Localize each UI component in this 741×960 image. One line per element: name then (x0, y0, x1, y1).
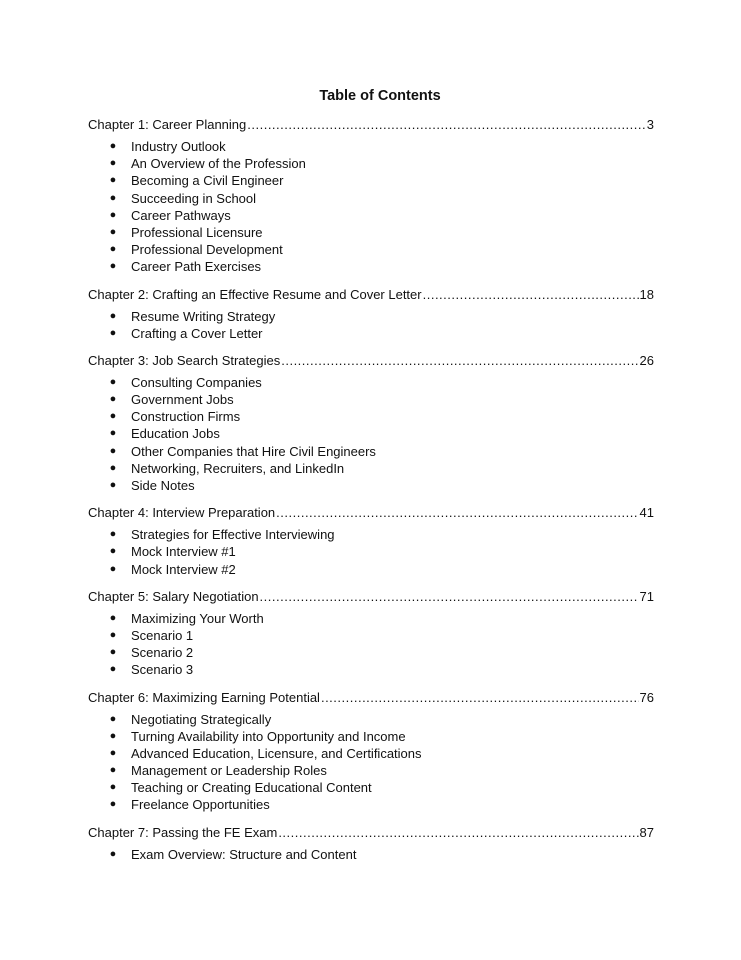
section-item (88, 728, 654, 745)
section-list (88, 138, 654, 276)
bullet-icon: ● (109, 562, 117, 575)
section-item (88, 661, 654, 678)
section-item (88, 308, 654, 325)
chapter-3 (88, 351, 654, 494)
chapter-title: Chapter 7: Passing the FE Exam (88, 824, 278, 840)
bullet-icon: ● (109, 157, 117, 170)
section-list (88, 610, 654, 679)
chapter-entry[interactable] (88, 351, 654, 371)
section-list (88, 374, 654, 494)
section-label: Negotiating Strategically (131, 711, 272, 727)
bullet-icon: ● (109, 764, 117, 777)
chapter-4 (88, 503, 654, 578)
chapter-2 (88, 285, 654, 342)
section-label: Scenario 1 (131, 627, 194, 643)
section-item (88, 627, 654, 644)
section-item (88, 644, 654, 661)
bullet-icon: ● (109, 309, 117, 322)
dot-leader (260, 587, 639, 607)
chapter-title: Chapter 1: Career Planning (88, 117, 247, 132)
section-item (88, 477, 654, 494)
section-label: Side Notes (131, 478, 195, 493)
chapter-entry[interactable] (88, 285, 654, 305)
chapter-5 (88, 587, 654, 679)
section-list (88, 846, 654, 863)
chapter-entry[interactable] (88, 587, 654, 607)
bullet-icon: ● (109, 225, 117, 238)
section-label: Succeeding in School (131, 190, 257, 206)
section-item (88, 443, 654, 460)
dot-leader (276, 503, 638, 523)
chapter-page-number: 87 (639, 824, 654, 840)
section-item (88, 241, 654, 258)
section-label: Turning Availability into Opportunity and Income (131, 728, 406, 744)
bullet-icon: ● (109, 847, 117, 860)
bullet-icon: ● (109, 444, 117, 457)
chapter-page-number: 26 (639, 352, 654, 368)
section-label: Professional Licensure (131, 224, 263, 240)
section-label: Networking, Recruiters, and LinkedIn (131, 460, 345, 476)
section-label: Teaching or Creating Educational Content (131, 780, 372, 796)
section-label: Industry Outlook (131, 139, 226, 154)
bullet-icon: ● (109, 191, 117, 204)
section-label: Construction Firms (131, 409, 241, 425)
section-label: Crafting a Cover Letter (131, 325, 263, 341)
bullet-icon: ● (109, 174, 117, 187)
section-item (88, 258, 654, 275)
section-item (88, 779, 654, 796)
section-label: Management or Leadership Roles (131, 763, 327, 779)
section-item (88, 190, 654, 207)
section-label: Education Jobs (131, 426, 220, 442)
section-item (88, 391, 654, 408)
section-label: Mock Interview #2 (131, 561, 236, 577)
bullet-icon: ● (109, 611, 117, 624)
bullet-icon: ● (109, 208, 117, 221)
section-item (88, 408, 654, 425)
section-label: Maximizing Your Worth (131, 610, 264, 626)
chapter-entry[interactable] (88, 503, 654, 523)
section-label: Strategies for Effective Interviewing (131, 527, 335, 543)
chapter-1 (88, 115, 654, 276)
section-label: Consulting Companies (131, 374, 262, 390)
section-item (88, 846, 654, 863)
bullet-icon: ● (109, 746, 117, 759)
document-page (88, 86, 654, 872)
bullet-icon: ● (109, 326, 117, 339)
section-label: Freelance Opportunities (131, 797, 270, 813)
section-label: Resume Writing Strategy (131, 308, 276, 324)
bullet-icon: ● (109, 375, 117, 388)
bullet-icon: ● (109, 140, 117, 152)
dot-leader (247, 115, 646, 135)
chapter-page-number: 41 (639, 505, 654, 521)
bullet-icon: ● (109, 260, 117, 273)
section-label: Career Pathways (131, 207, 231, 223)
chapter-page-number: 76 (639, 689, 654, 705)
bullet-icon: ● (109, 781, 117, 794)
section-list (88, 308, 654, 342)
section-item (88, 374, 654, 391)
section-list (88, 711, 654, 814)
chapter-page-number: 71 (639, 588, 654, 604)
bullet-icon: ● (109, 410, 117, 423)
bullet-icon: ● (109, 729, 117, 742)
toc-title: Table of Contents (319, 88, 441, 104)
chapter-list (88, 115, 654, 863)
chapter-7 (88, 823, 654, 863)
chapter-title: Chapter 2: Crafting an Effective Resume and Cover Letter (88, 286, 422, 302)
section-item (88, 711, 654, 728)
section-list (88, 526, 654, 578)
dot-leader (321, 688, 639, 708)
bullet-icon: ● (109, 479, 117, 491)
chapter-title: Chapter 5: Salary Negotiation (88, 588, 259, 604)
section-item (88, 172, 654, 189)
section-label: Exam Overview: Structure and Content (131, 846, 357, 862)
section-label: Advanced Education, Licensure, and Certifications (131, 745, 422, 761)
bullet-icon: ● (109, 427, 117, 440)
bullet-icon: ● (109, 712, 117, 725)
section-label: Scenario 2 (131, 645, 194, 661)
chapter-title: Chapter 6: Maximizing Earning Potential (88, 689, 320, 705)
section-label: Other Companies that Hire Civil Engineers (131, 443, 376, 459)
bullet-icon: ● (109, 528, 117, 541)
section-item (88, 155, 654, 172)
dot-leader (423, 285, 639, 305)
chapter-entry[interactable] (88, 823, 654, 843)
chapter-title: Chapter 4: Interview Preparation (88, 505, 276, 521)
chapter-title: Chapter 3: Job Search Strategies (88, 352, 281, 368)
chapter-entry[interactable] (88, 688, 654, 708)
chapter-page-number: 18 (639, 286, 654, 302)
section-item (88, 460, 654, 477)
chapter-page-number: 3 (646, 117, 654, 132)
section-label: Mock Interview #1 (131, 544, 236, 560)
chapter-6 (88, 688, 654, 814)
bullet-icon: ● (109, 628, 117, 641)
chapter-entry[interactable] (88, 115, 654, 135)
bullet-icon: ● (109, 663, 117, 676)
section-label: Career Path Exercises (131, 259, 262, 275)
section-label: Professional Development (131, 242, 283, 258)
bullet-icon: ● (109, 545, 117, 558)
section-item (88, 138, 654, 155)
dot-leader (278, 823, 638, 843)
section-label: An Overview of the Profession (131, 156, 306, 172)
bullet-icon: ● (109, 393, 117, 406)
bullet-icon: ● (109, 243, 117, 256)
bullet-icon: ● (109, 798, 117, 811)
section-label: Scenario 3 (131, 662, 194, 678)
bullet-icon: ● (109, 461, 117, 474)
section-item (88, 325, 654, 342)
section-item (88, 796, 654, 813)
section-label: Becoming a Civil Engineer (131, 173, 284, 189)
section-item (88, 745, 654, 762)
section-item (88, 526, 654, 543)
section-item (88, 207, 654, 224)
section-item (88, 224, 654, 241)
section-item (88, 561, 654, 578)
bullet-icon: ● (109, 646, 117, 659)
section-label: Government Jobs (131, 392, 234, 408)
section-item (88, 543, 654, 560)
section-item (88, 610, 654, 627)
dot-leader (281, 351, 638, 371)
section-item (88, 425, 654, 442)
section-item (88, 762, 654, 779)
